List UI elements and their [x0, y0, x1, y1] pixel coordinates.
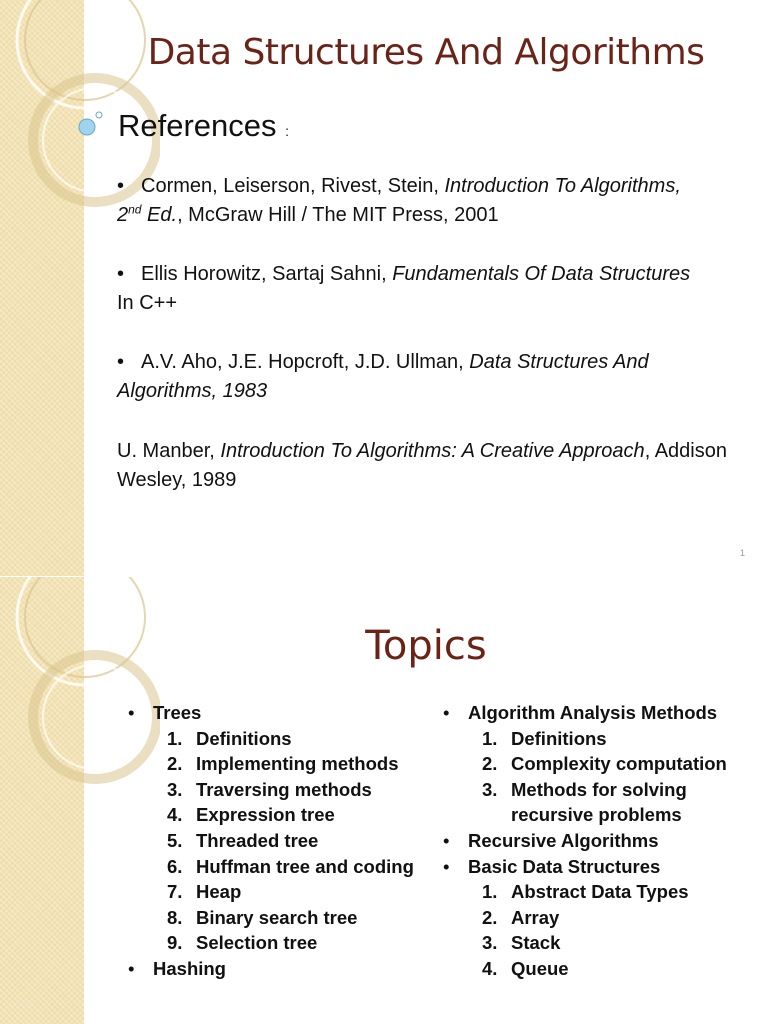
subtopic-label: Selection tree	[196, 932, 318, 954]
slide-topics	[0, 577, 768, 1024]
subtopic-label: Methods for solving recursive problems	[511, 778, 687, 826]
subtopic-item: 2. Complexity computation	[482, 753, 727, 775]
subtopic-item: 4. Expression tree	[167, 804, 335, 826]
subtopic-label: Threaded tree	[196, 829, 319, 851]
topic-item	[440, 854, 760, 982]
topics-left-column	[125, 700, 425, 982]
subtopic-item: 7. Heap	[167, 881, 242, 903]
subtopic-item: 2. Implementing methods	[167, 753, 399, 775]
subtopic-item: 3. Stack	[482, 932, 561, 954]
subtopic-item: 4. Queue	[482, 957, 569, 979]
topics-right-column	[440, 700, 760, 982]
subtopic-item: 1. Definitions	[167, 727, 292, 749]
subtopic-label: Traversing methods	[196, 778, 372, 800]
slide-title: Data Structures And Algorithms	[147, 32, 705, 73]
subtopic-label: Stack	[511, 932, 561, 954]
subtopic-label: Binary search tree	[196, 906, 358, 928]
references-heading: References :	[118, 108, 290, 143]
page-number: 1	[740, 548, 746, 558]
topic-item	[125, 700, 425, 956]
subtopic-item: 5. Threaded tree	[167, 829, 319, 851]
reference-item: • Cormen, Leiserson, Rivest, Stein, Introduction To Algorithms, 2nd Ed., McGraw Hill / The MIT Press, 2001	[117, 175, 681, 226]
subtopic-label: Array	[511, 906, 560, 928]
reference-item: • A.V. Aho, J.E. Hopcroft, J.D. Ullman, Data Structures And Algorithms, 1983	[117, 351, 649, 402]
subtopic-item: 6. Huffman tree and coding	[167, 855, 414, 877]
subtopic-item: 2. Array	[482, 906, 560, 928]
topic-label: Hashing	[153, 957, 226, 979]
subtopic-label: Expression tree	[196, 804, 335, 826]
subtopic-item: 1. Abstract Data Types	[482, 881, 689, 903]
slide-title: Topics	[365, 623, 487, 669]
subtopic-item: 3. Methods for solving recursive problems	[482, 778, 687, 826]
subtopic-item: 1. Definitions	[482, 727, 607, 749]
subtopic-label: Heap	[196, 881, 242, 903]
subtopic-label: Queue	[511, 957, 569, 979]
subtopic-item: 8. Binary search tree	[167, 906, 358, 928]
subtopic-label: Complexity computation	[511, 753, 727, 775]
reference-item: U. Manber, Introduction To Algorithms: A Creative Approach, Addison Wesley, 1989	[117, 440, 727, 491]
subtopic-label: Definitions	[196, 727, 292, 749]
subtopic-item: 3. Traversing methods	[167, 778, 372, 800]
subtopic-label: Definitions	[511, 727, 607, 749]
topic-label: Recursive Algorithms	[468, 829, 659, 851]
subtopic-label: Huffman tree and coding	[196, 855, 414, 877]
topic-label: Algorithm Analysis Methods	[468, 702, 718, 723]
topic-label: Trees	[153, 702, 202, 723]
subtopic-label: Implementing methods	[196, 753, 399, 775]
subtopic-label: Abstract Data Types	[511, 881, 689, 903]
reference-item: • Ellis Horowitz, Sartaj Sahni, Fundamentals Of Data Structures In C++	[117, 263, 691, 314]
topic-label: Basic Data Structures	[468, 855, 661, 877]
topic-item	[440, 700, 760, 828]
topic-item	[440, 828, 760, 854]
topic-item	[125, 956, 425, 982]
subtopic-item: 9. Selection tree	[167, 932, 318, 954]
